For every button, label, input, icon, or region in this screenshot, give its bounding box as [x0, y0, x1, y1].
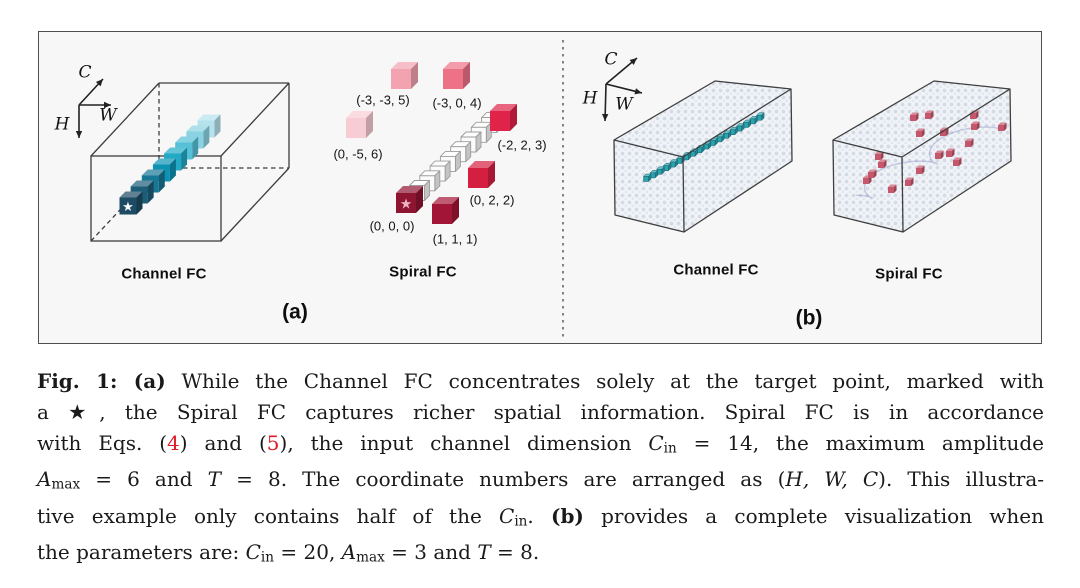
coord-label-0-0-0: (0, 0, 0)	[369, 218, 415, 234]
axis-a-h-label: H	[54, 114, 70, 135]
channel-target-star: ★	[122, 200, 134, 215]
coord-label-1-1-1: (1, 1, 1)	[432, 231, 478, 247]
spiral-fc-a-title: Spiral FC	[389, 263, 457, 281]
axis-b-c-label: C	[604, 49, 618, 70]
figure-frame	[38, 31, 1042, 344]
figure-caption	[37, 366, 1044, 574]
coord-label-m2-2-3: (-2, 2, 3)	[497, 137, 547, 153]
caption-line-6: the parameters are: Cin = 20, Amax = 3 and T = 8.	[37, 540, 540, 566]
panel-b-channel-box	[614, 81, 792, 232]
caption-line-4: Amax = 6 and T = 8. The coordinate numbers are arranged as (H, W, C). This illustra-	[37, 467, 1045, 493]
coord-label-m3-m3-5: (-3, -3, 5)	[356, 92, 410, 108]
star-glyph: ★	[68, 400, 100, 424]
spiral-target-star: ★	[399, 196, 413, 213]
coord-label-0-2-2: (0, 2, 2)	[469, 192, 515, 208]
coord-label-0-m5-6: (0, -5, 6)	[333, 146, 383, 162]
coord-label-m3-0-4: (-3, 0, 4)	[432, 95, 482, 111]
channel-fc-a-title: Channel FC	[121, 265, 207, 283]
axis-b-w-label: W	[615, 94, 633, 115]
panel-b-spiral-box	[833, 81, 1011, 232]
panel-b-label: (b)	[795, 306, 823, 330]
axis-b-h-label: H	[582, 88, 598, 109]
panel-a-label: (a)	[282, 300, 308, 324]
spiral-fc-b-title: Spiral FC	[875, 265, 943, 283]
caption-line-5: tive example only contains half of the Cin. (b) provides a complete visualization when	[37, 503, 1045, 530]
channel-fc-b-title: Channel FC	[673, 261, 759, 279]
caption-line-2: a ★, the Spiral FC captures richer spatial information. Spiral FC is in accordance	[37, 400, 1044, 424]
panel-a-channel-box	[91, 83, 289, 241]
eq-ref-5[interactable]: 5	[266, 431, 280, 455]
caption-line-1: Fig. 1: (a) While the Channel FC concentrates solely at the target point, marked with	[37, 369, 1045, 393]
axis-a-w-label: W	[99, 105, 117, 126]
channel-fc-cube-row	[120, 115, 221, 216]
caption-line-3: with Eqs. (4) and (5), the input channel dimension Cin = 14, the maximum amplitude	[37, 431, 1044, 457]
axis-a-c-label: C	[78, 62, 92, 83]
figure-artwork	[39, 32, 1043, 345]
caption-fig-number: Fig. 1: (a)	[37, 369, 166, 393]
eq-ref-4[interactable]: 4	[167, 431, 180, 455]
